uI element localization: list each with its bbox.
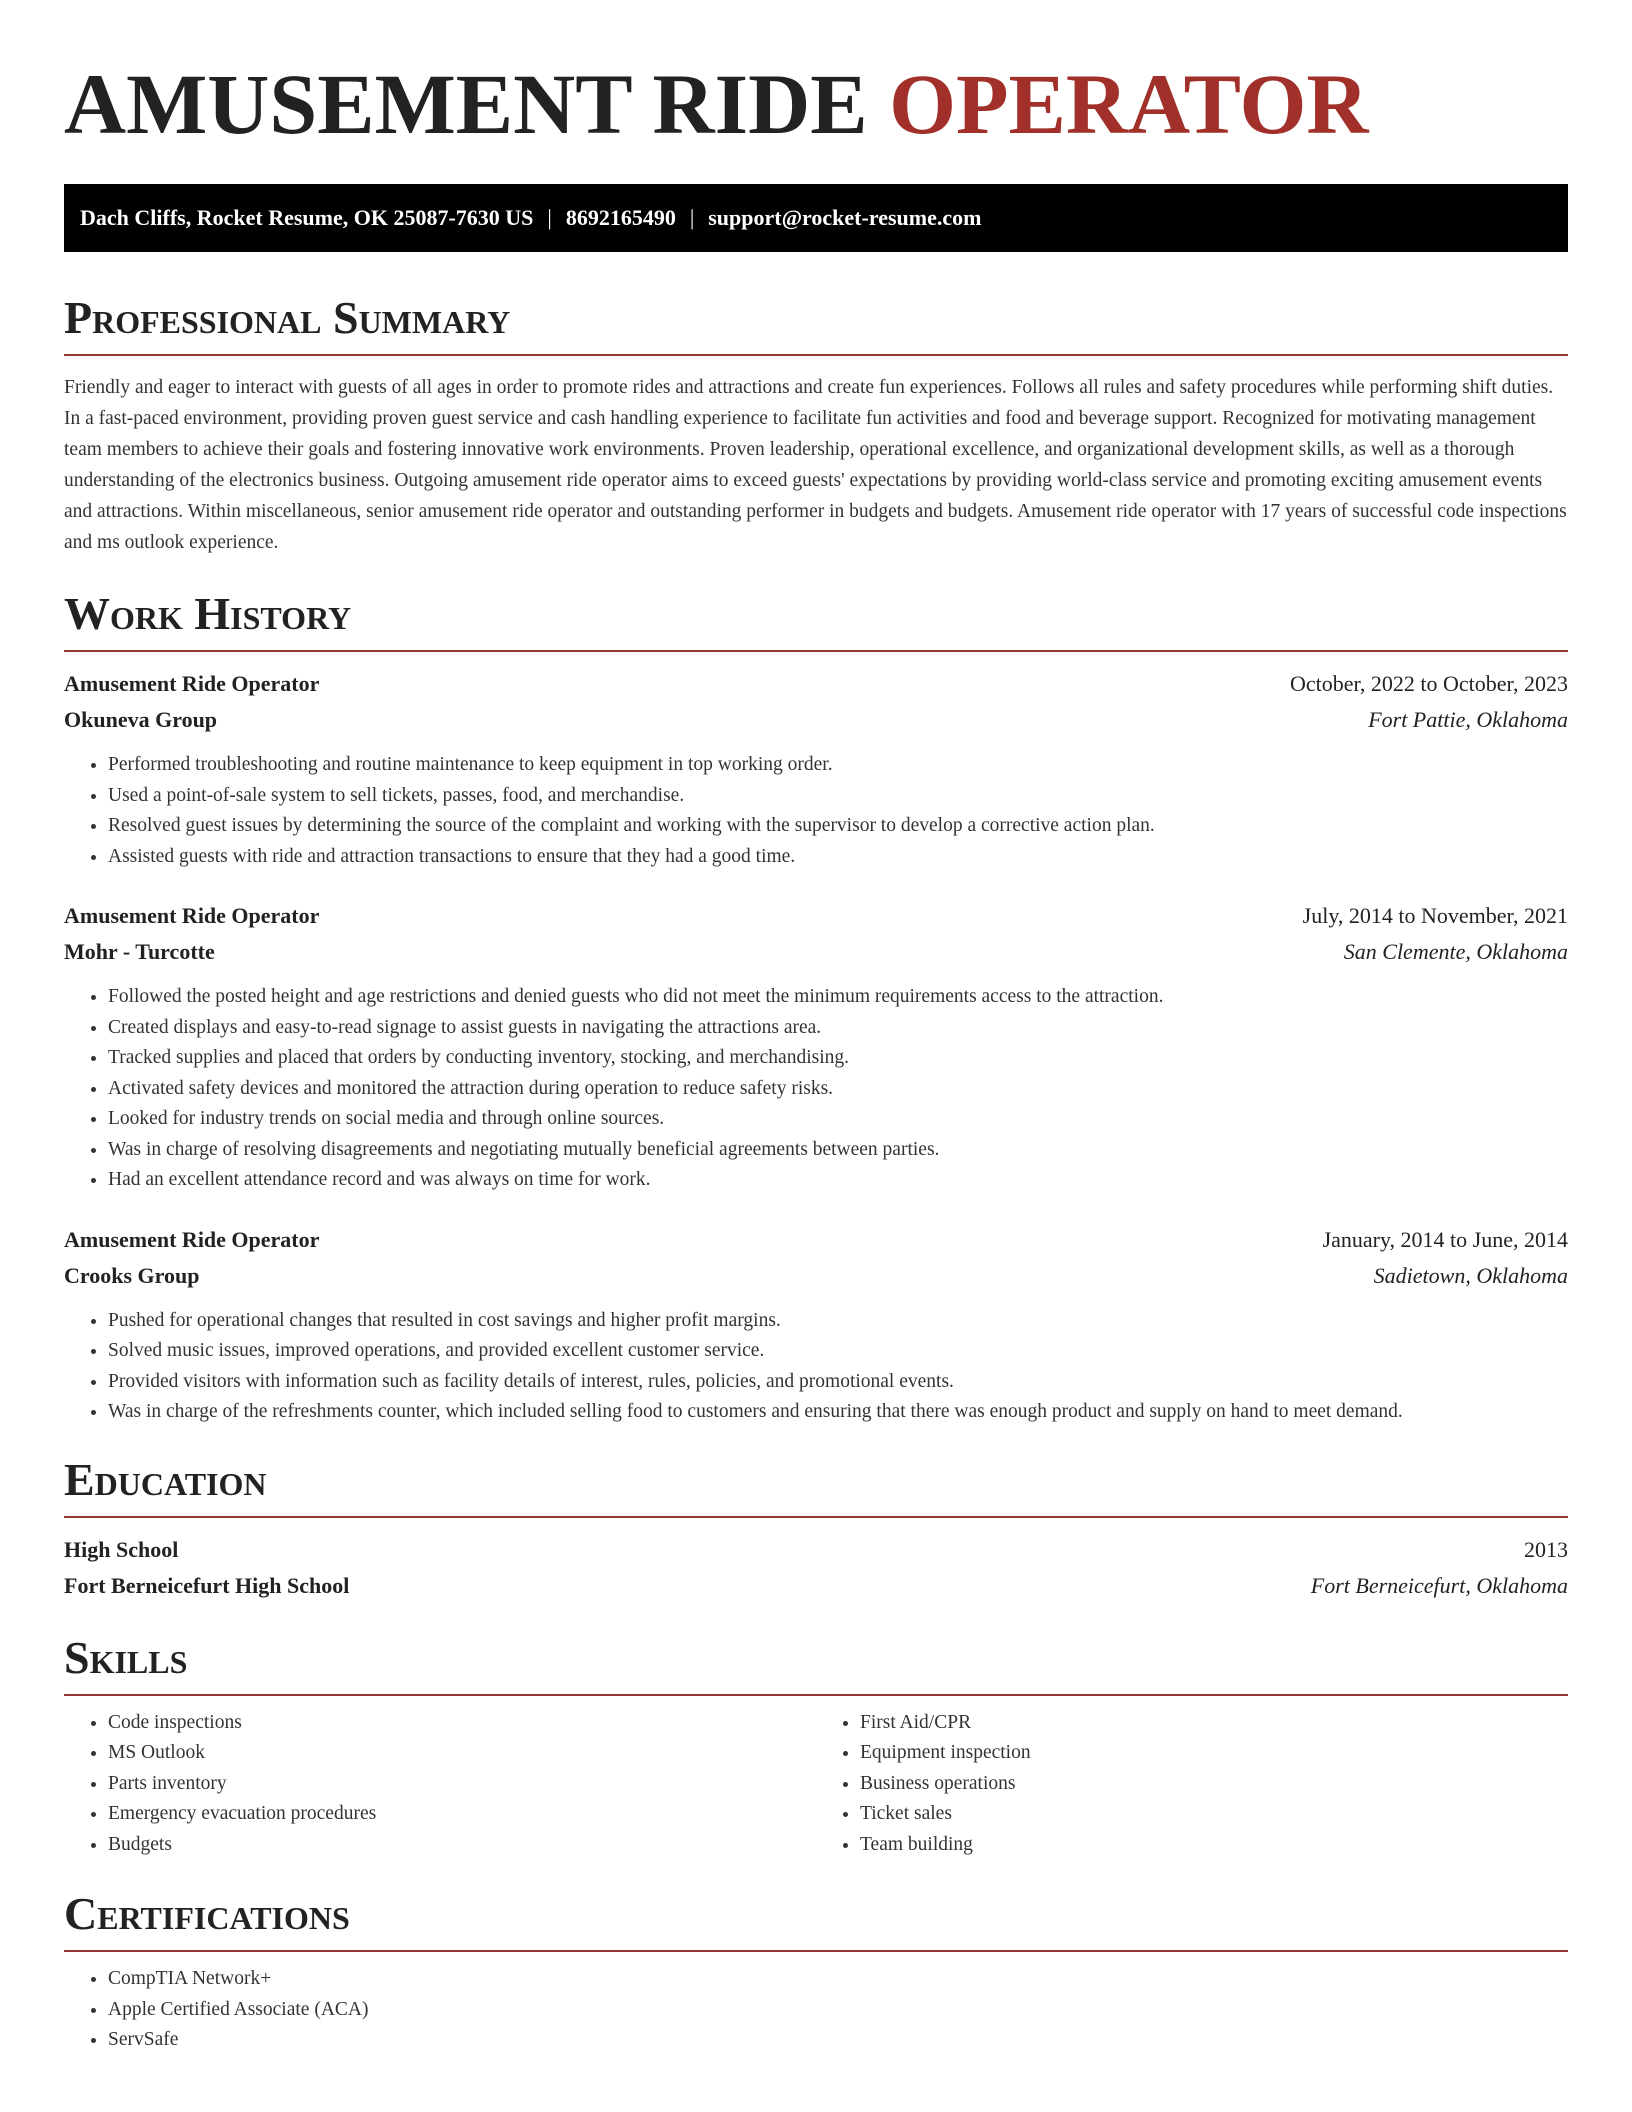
list-item: • Equipment inspection <box>860 1738 1568 1769</box>
list-item: • Had an excellent attendance record and was always on time for work. <box>108 1165 1568 1196</box>
list-item: • Was in charge of the refreshments counter, which included selling food to customers and ensuring that there was enough product and supply on hand to meet demand. <box>108 1397 1568 1428</box>
certifications-list <box>64 1964 1568 2056</box>
list-item: • Followed the posted height and age restrictions and denied guests who did not meet the minimum requirements access to the attraction. <box>108 982 1568 1013</box>
list-item: • CompTIA Network+ <box>108 1964 1568 1995</box>
skills-section <box>64 1632 1568 1861</box>
list-item: • Business operations <box>860 1769 1568 1800</box>
section-title: Work History <box>64 588 352 639</box>
list-item: • Performed troubleshooting and routine maintenance to keep equipment in top working order. <box>108 750 1568 781</box>
section-title: Skills <box>64 1631 188 1683</box>
job-location: San Clemente, Oklahoma <box>1343 939 1568 964</box>
section-title: Certifications <box>64 1888 350 1939</box>
job-bullets <box>64 750 1568 872</box>
job-location: Sadietown, Oklahoma <box>1373 1262 1568 1288</box>
job-entry <box>64 666 1568 872</box>
list-item: • Solved music issues, improved operations, and provided excellent customer service. <box>108 1336 1568 1367</box>
skills-list-right <box>816 1708 1568 1861</box>
job-company-row <box>64 1258 1568 1294</box>
job-company: Mohr - Turcotte <box>64 939 215 964</box>
contact-separator: | <box>547 205 552 230</box>
contact-phone[interactable]: 8692165490 <box>565 205 676 230</box>
job-title: Amusement Ride Operator <box>64 903 320 928</box>
list-item: • Code inspections <box>108 1708 816 1739</box>
contact-bar <box>64 184 1568 252</box>
education-year: 2013 <box>1524 1536 1568 1562</box>
skills-list-left <box>64 1708 816 1861</box>
job-company: Crooks Group <box>64 1262 200 1288</box>
education-school: Fort Berneicefurt High School <box>64 1572 350 1598</box>
work-history-section <box>64 588 1568 1428</box>
list-item: • Resolved guest issues by determining the source of the complaint and working with the supervisor to develop a corrective action plan. <box>108 811 1568 842</box>
section-title: Education <box>64 1453 267 1505</box>
list-item: • Emergency evacuation procedures <box>108 1799 816 1830</box>
job-dates: October, 2022 to October, 2023 <box>1289 671 1568 696</box>
job-entry <box>64 898 1568 1196</box>
list-item: • Assisted guests with ride and attraction transactions to ensure that they had a good time. <box>108 842 1568 873</box>
job-title: Amusement Ride Operator <box>64 1226 320 1252</box>
list-item: • Used a point-of-sale system to sell tickets, passes, food, and merchandise. <box>108 781 1568 812</box>
job-company-row <box>64 934 1568 970</box>
section-divider <box>64 354 1568 356</box>
education-school-row <box>64 1568 1568 1604</box>
job-entry <box>64 1222 1568 1428</box>
education-section <box>64 1454 1568 1604</box>
list-item: • Parts inventory <box>108 1769 816 1800</box>
job-bullets <box>64 982 1568 1196</box>
resume-page <box>64 0 1568 2056</box>
list-item: • Activated safety devices and monitored the attraction during operation to reduce safety risks. <box>108 1074 1568 1105</box>
list-item: • Looked for industry trends on social media and through online sources. <box>108 1104 1568 1135</box>
job-header-row <box>64 666 1568 702</box>
job-title: Amusement Ride Operator <box>64 671 320 696</box>
summary-section <box>64 292 1568 558</box>
list-item: • Budgets <box>108 1830 816 1861</box>
list-item: • Created displays and easy-to-read signage to assist guests in navigating the attractions area. <box>108 1013 1568 1044</box>
job-header-row <box>64 898 1568 934</box>
summary-text: Friendly and eager to interact with guests of all ages in order to promote rides and attractions and create fun experiences. Follows all rules and safety procedures while performing shift duties. In a fast-paced environment, providing proven guest service and cash handling experience to facilitate fun activities and food and beverage support. Recognized for motivating management team members to achieve their goals and fostering innovative work environments. Proven leadership, operational excellence, and organizational development skills, as well as a thorough understanding of the electronics business. Outgoing amusement ride operator aims to exceed guests' expectations by providing world-class service and promoting exciting amusement events and attractions. Within miscellaneous, senior amusement ride operator and outstanding performer in budgets and budgets. Amusement ride operator with 17 years of successful code inspections and ms outlook experience. <box>64 377 1567 553</box>
list-item: • ServSafe <box>108 2025 1568 2056</box>
name-main: AMUSEMENT RIDE <box>64 56 890 152</box>
list-item: • MS Outlook <box>108 1738 816 1769</box>
list-item: • Pushed for operational changes that resulted in cost savings and higher profit margins. <box>108 1306 1568 1337</box>
section-divider <box>64 1694 1568 1696</box>
job-header-row <box>64 1222 1568 1258</box>
job-dates: January, 2014 to June, 2014 <box>1322 1226 1568 1252</box>
resume-name <box>64 56 1568 152</box>
list-item: • Provided visitors with information such as facility details of interest, rules, policies, and promotional events. <box>108 1367 1568 1398</box>
name-accent: OPERATOR <box>889 56 1369 152</box>
list-item: • Team building <box>860 1830 1568 1861</box>
certifications-section <box>64 1888 1568 2056</box>
list-item: • First Aid/CPR <box>860 1708 1568 1739</box>
section-title: Professional Summary <box>64 292 511 343</box>
education-header-row <box>64 1532 1568 1568</box>
job-company-row <box>64 702 1568 738</box>
list-item: • Ticket sales <box>860 1799 1568 1830</box>
job-dates: July, 2014 to November, 2021 <box>1302 903 1568 928</box>
education-entry <box>64 1532 1568 1604</box>
contact-email[interactable]: support@rocket-resume.com <box>708 205 982 230</box>
list-item: • Apple Certified Associate (ACA) <box>108 1995 1568 2026</box>
education-location: Fort Berneicefurt, Oklahoma <box>1310 1572 1568 1598</box>
job-location: Fort Pattie, Oklahoma <box>1368 707 1568 732</box>
contact-separator: | <box>689 205 695 230</box>
skills-columns <box>64 1708 1568 1861</box>
contact-address: Dach Cliffs, Rocket Resume, OK 25087-7630 US <box>80 205 534 230</box>
job-company: Okuneva Group <box>64 707 218 732</box>
section-divider <box>64 1516 1568 1518</box>
job-bullets <box>64 1306 1568 1428</box>
education-degree: High School <box>64 1536 179 1562</box>
section-divider <box>64 1950 1568 1952</box>
list-item: • Was in charge of resolving disagreements and negotiating mutually beneficial agreements between parties. <box>108 1135 1568 1166</box>
list-item: • Tracked supplies and placed that orders by conducting inventory, stocking, and merchandising. <box>108 1043 1568 1074</box>
section-divider <box>64 650 1568 652</box>
